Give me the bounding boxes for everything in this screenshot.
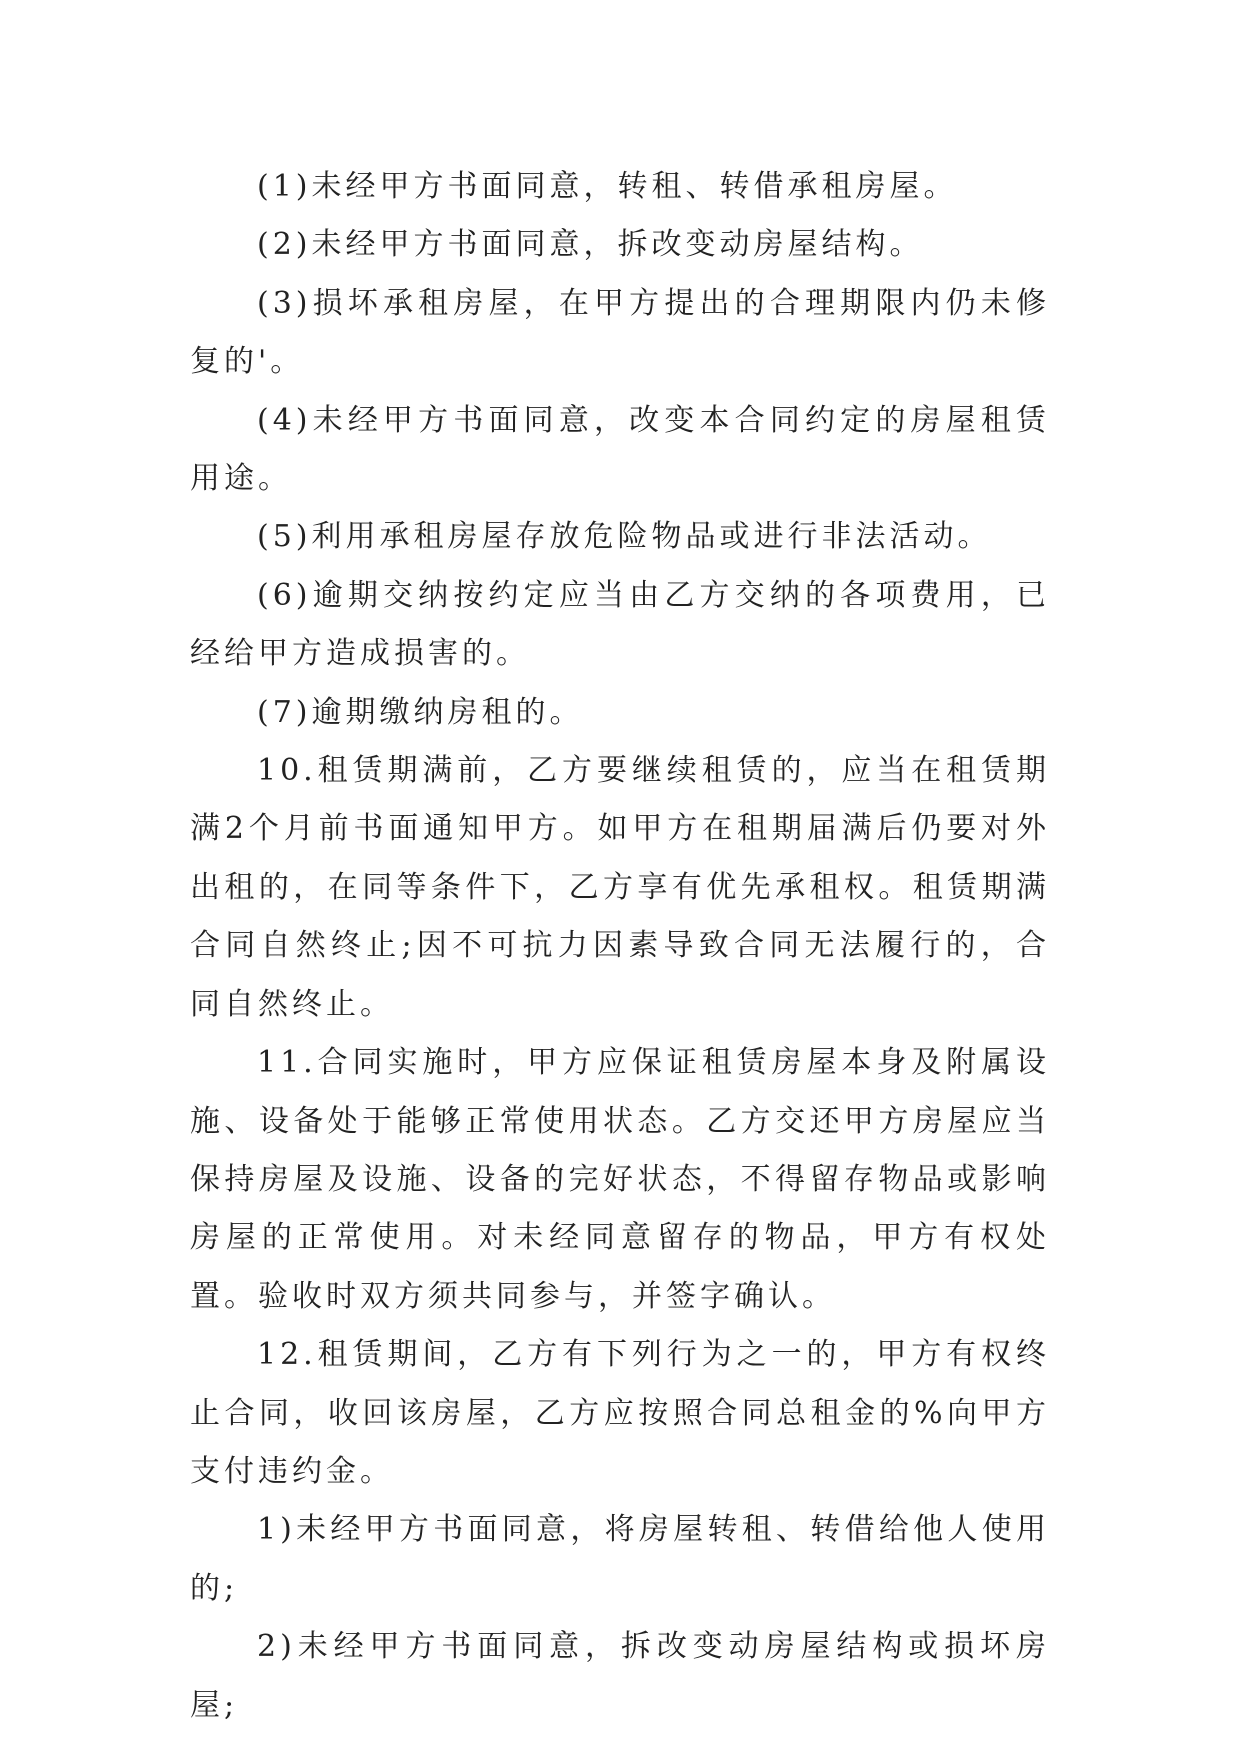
document-body xyxy=(190,158,1050,1735)
paragraph-clause-7: (7)逾期缴纳房租的。 xyxy=(257,694,584,730)
paragraph-article-11: 11.合同实施时，甲方应保证租赁房屋本身及附属设施、设备处于能够正常使用状态。乙方交还甲方房屋应当保持房屋及设施、设备的完好状态，不得留存物品或影响房屋的正常使用。对未经同意留存的物品，甲方有权处置。验收时双方须共同参与，并签字确认。 xyxy=(190,1045,1050,1314)
paragraph-clause-4: (4)未经甲方书面同意，改变本合同约定的房屋租赁用途。 xyxy=(190,402,1050,497)
paragraph-item-2: 2)未经甲方书面同意，拆改变动房屋结构或损坏房屋; xyxy=(190,1629,1050,1723)
paragraph-clause-6: (6)逾期交纳按约定应当由乙方交纳的各项费用，已经给甲方造成损害的。 xyxy=(190,577,1050,672)
paragraph-article-10: 10.租赁期满前，乙方要继续租赁的，应当在租赁期满2个月前书面通知甲方。如甲方在租期届满后仍要对外出租的，在同等条件下，乙方享有优先承租权。租赁期满合同自然终止;因不可抗力因素导致合同无法履行的，合同自然终止。 xyxy=(190,753,1050,1022)
paragraph-clause-1: (1)未经甲方书面同意，转租、转借承租房屋。 xyxy=(257,169,958,204)
paragraph-clause-5: (5)利用承租房屋存放危险物品或进行非法活动。 xyxy=(257,519,992,555)
paragraph-article-12: 12.租赁期间，乙方有下列行为之一的，甲方有权终止合同，收回该房屋，乙方应按照合同总租金的%向甲方支付违约金。 xyxy=(190,1337,1050,1489)
paragraph-clause-2: (2)未经甲方书面同意，拆改变动房屋结构。 xyxy=(257,227,924,263)
paragraph-item-1: 1)未经甲方书面同意，将房屋转租、转借给他人使用的; xyxy=(190,1512,1050,1606)
paragraph-clause-3: (3)损坏承租房屋，在甲方提出的合理期限内仍未修复的'。 xyxy=(190,285,1050,380)
